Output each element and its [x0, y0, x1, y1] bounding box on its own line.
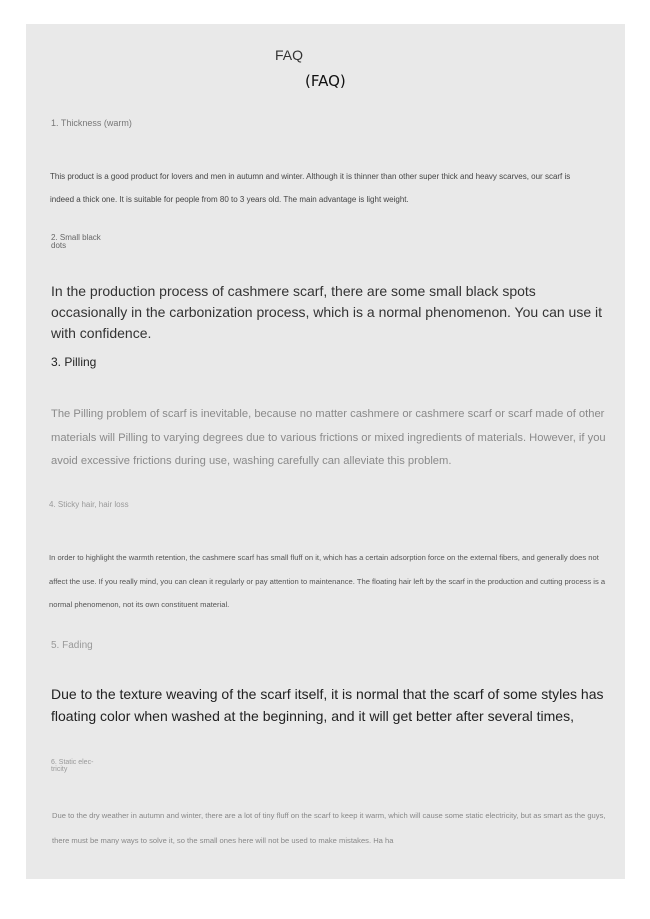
heading-line: 2. Small black	[51, 233, 101, 242]
section-body-thickness: This product is a good product for lovers and men in autumn and winter. Although it is thinner than other super thick and heavy scarves, our scarf is indeed a thick one. It is suitable for people from 80 to 3 years old. The main advantage is light weight.	[50, 172, 571, 204]
faq-sheet	[26, 24, 625, 879]
heading-line: tricity	[51, 766, 68, 773]
page-title: FAQ	[275, 47, 304, 63]
heading-line: dots	[51, 241, 67, 250]
section-heading-thickness: 1. Thickness (warm)	[51, 118, 132, 128]
page-subtitle: (FAQ)	[305, 72, 346, 90]
section-body-black-dots: In the production process of cashmere scarf, there are some small black spots occasionally in the carbonization process, which is a normal phenomenon. You can use it with confidence.	[51, 283, 602, 341]
section-heading-fading: 5. Fading	[51, 640, 93, 651]
section-body-sticky-hair: In order to highlight the warmth retention, the cashmere scarf has small fluff on it, which has a certain adsorption force on the external fibers, and generally does not affect the use. If you really mind, you can clean it regularly or pay attention to maintenance. The floating hair left by the scarf in the production and cutting process is a normal phenomenon, not its own constituent material.	[49, 553, 606, 609]
heading-line: 6. Static elec-	[51, 759, 94, 766]
section-heading-static	[51, 759, 93, 773]
section-body-static: Due to the dry weather in autumn and winter, there are a lot of tiny fluff on the scarf to keep it warm, which will cause some static electricity, but as smart as the guys, there must be many ways to solve it, so the small ones here will not be used to make mistakes. Ha ha	[52, 811, 606, 845]
section-body-pilling: The Pilling problem of scarf is inevitable, because no matter cashmere or cashmere scarf or scarf made of other materials will Pilling to varying degrees due to various frictions or mixed ingredients of materials. However, if you avoid excessive frictions during use, washing carefully can alleviate this problem.	[51, 408, 606, 467]
section-body-fading: Due to the texture weaving of the scarf itself, it is normal that the scarf of some styles has floating color when washed at the beginning, and it will get better after several times,	[51, 686, 604, 724]
section-heading-black-dots	[51, 234, 101, 250]
section-heading-sticky-hair: 4. Sticky hair, hair loss	[49, 500, 129, 509]
section-heading-pilling: 3. Pilling	[51, 355, 97, 369]
